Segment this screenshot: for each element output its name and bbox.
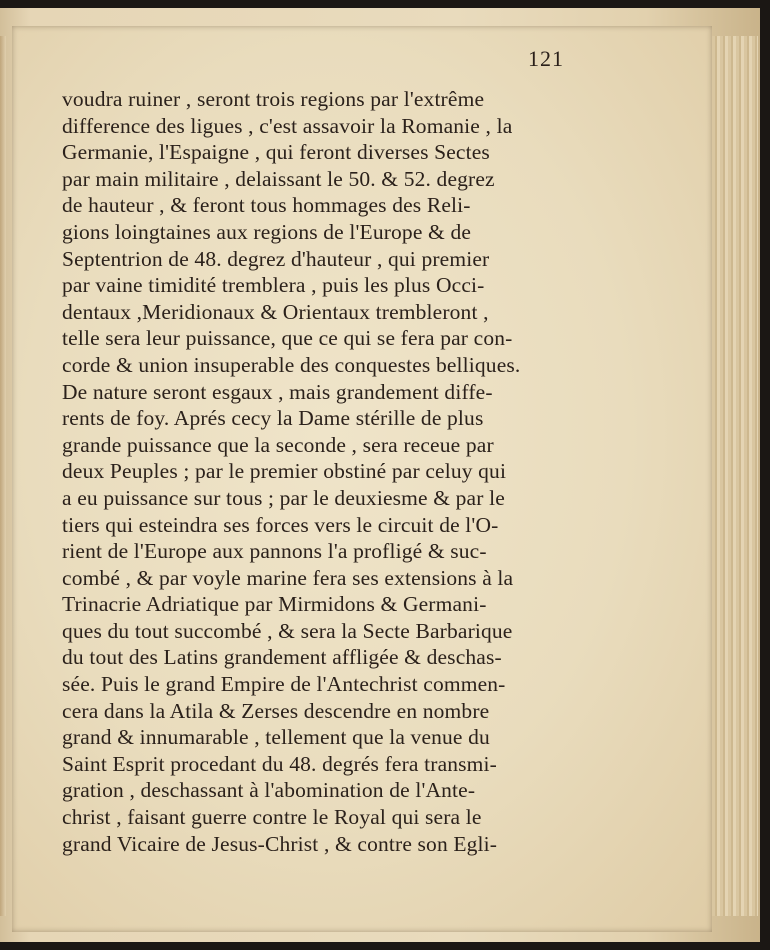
text-line: grande puissance que la seconde , sera receue par [62,432,494,457]
page-text [62,86,607,857]
text-line: a eu puissance sur tous ; par le deuxiesme & par le [62,485,505,510]
book-spread [0,8,760,942]
book-page [12,26,712,932]
text-line: grand & innumarable , tellement que la venue du [62,725,490,750]
text-line: telle sera leur puissance, que ce qui se fera par con- [62,326,513,351]
text-line: Germanie, l'Espaigne , qui feront diverses Sectes [62,140,490,165]
text-line: ques du tout succombé , & sera la Secte Barbarique [62,618,513,643]
text-line: du tout des Latins grandement affligée & deschas- [62,645,502,670]
text-line: christ , faisant guerre contre le Royal qui sera le [62,805,482,830]
right-page-stack-edge [712,36,758,916]
text-line: combé , & par voyle marine fera ses extensions à la [62,565,514,590]
left-page-edge [0,36,6,916]
text-line: cera dans la Atila & Zerses descendre en nombre [62,698,490,723]
text-line: deux Peuples ; par le premier obstiné par celuy qui [62,459,507,484]
page-number: 121 [528,46,564,71]
text-line: Trinacrie Adriatique par Mirmidons & Germani- [62,592,487,617]
text-line: par main militaire , delaissant le 50. & 52. degrez [62,166,495,191]
text-line: difference des ligues , c'est assavoir la Romanie , la [62,113,513,138]
text-line: rient de l'Europe aux pannons l'a profligé & suc- [62,539,487,564]
text-line: tiers qui esteindra ses forces vers le circuit de l'O- [62,512,499,537]
text-line: Saint Esprit procedant du 48. degrés fera transmi- [62,751,497,776]
text-line: de hauteur , & feront tous hommages des Reli- [62,193,471,218]
text-line: Septentrion de 48. degrez d'hauteur , qui premier [62,246,490,271]
text-line: sée. Puis le grand Empire de l'Antechrist commen- [62,672,506,697]
text-line: par vaine timidité tremblera , puis les plus Occi- [62,273,485,298]
text-line: corde & union insuperable des conquestes belliques. [62,352,521,377]
text-line: dentaux ,Meridionaux & Orientaux trembleront , [62,299,489,324]
text-line: gration , deschassant à l'abomination de l'Ante- [62,778,476,803]
text-line: rents de foy. Aprés cecy la Dame stérille de plus [62,406,484,431]
text-line: grand Vicaire de Jesus-Christ , & contre son Egli- [62,831,498,856]
text-line: De nature seront esgaux , mais grandement diffe- [62,379,493,404]
text-line: gions loingtaines aux regions de l'Europe & de [62,219,472,244]
text-line: voudra ruiner , seront trois regions par l'extrême [62,87,485,111]
